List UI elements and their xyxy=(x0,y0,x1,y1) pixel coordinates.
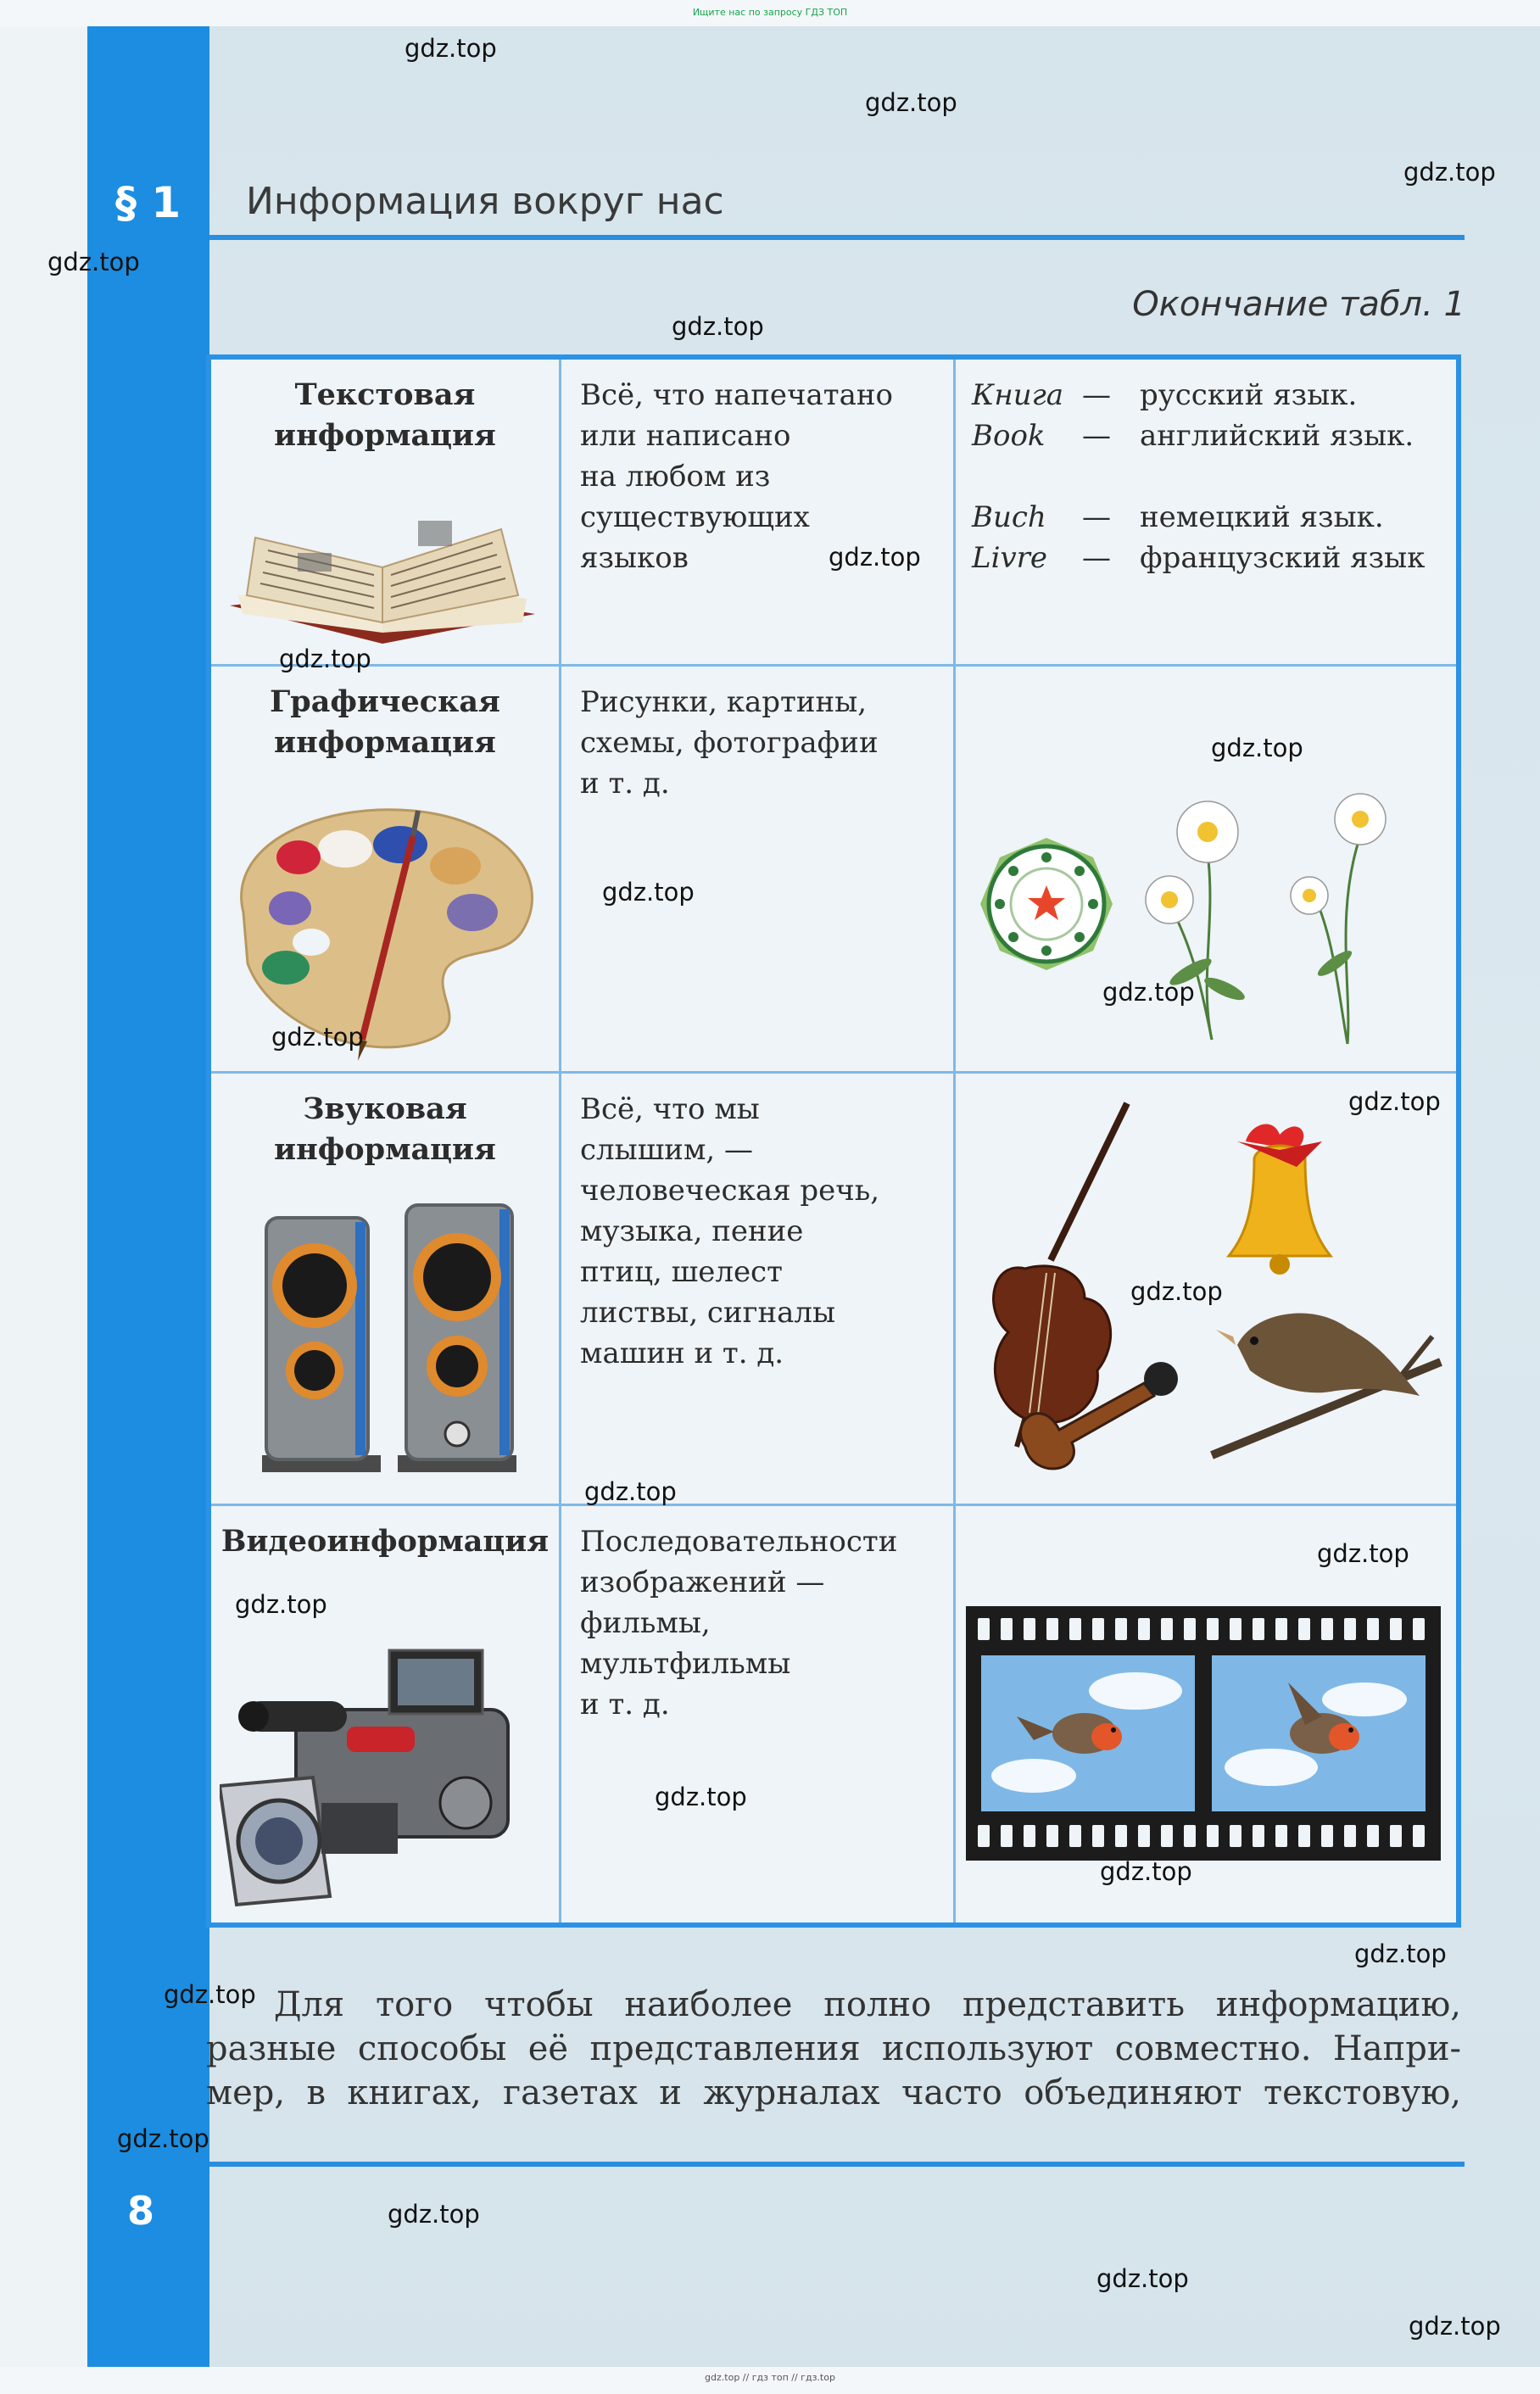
table-row-text xyxy=(211,360,1456,667)
film-sprocket-hole xyxy=(1069,1618,1081,1640)
row-name: Графическая информация xyxy=(270,684,500,760)
body-line: Для того чтобы наиболее полно представить информацию, xyxy=(274,1985,1461,2024)
film-sprocket-hole xyxy=(1413,1825,1425,1847)
top-note: Ищите нас по запросу ГДЗ ТОП xyxy=(692,7,848,18)
left-blue-strip xyxy=(87,26,209,2367)
table-row-sound xyxy=(211,1074,1456,1506)
film-sprocket-hole xyxy=(1046,1825,1058,1847)
row-name: Звуковая информация xyxy=(274,1091,496,1167)
film-sprocket-hole xyxy=(1001,1618,1013,1640)
bottom-note: gdz.top // гдз топ // гдз.top xyxy=(705,2372,835,2383)
watermark: gdz.top xyxy=(1403,158,1496,187)
row-description: Всё, что мы слышим, — человеческая речь, музыка, пение птиц, шелест листвы, сигналы машин и т. д. xyxy=(580,1092,880,1370)
film-sprocket-hole xyxy=(1024,1825,1035,1847)
watermark: gdz.top xyxy=(1100,1857,1192,1886)
row-name: Текстовая информация xyxy=(274,377,496,453)
info-types-table xyxy=(206,354,1461,1928)
film-sprocket-hole xyxy=(1184,1825,1196,1847)
film-sprocket-hole xyxy=(1115,1825,1127,1847)
film-sprocket-hole xyxy=(1298,1618,1310,1640)
watermark: gdz.top xyxy=(1102,978,1195,1007)
row-description: Последовательности изображений — фильмы, мультфильмы и т. д. xyxy=(580,1525,898,1722)
body-text xyxy=(206,1983,1461,2115)
watermark: gdz.top xyxy=(655,1783,747,1811)
row-description: Рисунки, картины, схемы, фотографии и т. д. xyxy=(580,685,879,801)
film-sprocket-hole xyxy=(1321,1618,1333,1640)
row-description: Всё, что напечатано или написано на любом из существующих языков xyxy=(580,378,894,575)
language-examples xyxy=(972,375,1447,619)
film-sprocket-hole xyxy=(1230,1618,1241,1640)
film-sprocket-hole xyxy=(1275,1618,1287,1640)
film-sprocket-hole xyxy=(1024,1618,1035,1640)
watermark: gdz.top xyxy=(405,34,497,63)
watermark: gdz.top xyxy=(1211,734,1303,762)
film-sprocket-hole xyxy=(978,1618,990,1640)
film-sprocket-hole xyxy=(1207,1825,1219,1847)
camera-illustration xyxy=(220,1633,559,1913)
film-sprocket-hole xyxy=(1230,1825,1241,1847)
table-caption: Окончание табл. 1 xyxy=(1132,285,1465,324)
watermark: gdz.top xyxy=(279,645,371,673)
table-row-graphic xyxy=(211,667,1456,1074)
film-sprocket-hole xyxy=(1390,1825,1402,1847)
film-sprocket-hole xyxy=(1253,1825,1264,1847)
watermark: gdz.top xyxy=(1348,1087,1441,1116)
watermark: gdz.top xyxy=(271,1023,364,1052)
film-sprocket-hole xyxy=(1344,1825,1356,1847)
footer-divider xyxy=(209,2162,1465,2167)
body-line: разные способы её представления используют совместно. Напри- xyxy=(206,2029,1461,2068)
watermark: gdz.top xyxy=(1354,1939,1447,1968)
film-sprocket-hole xyxy=(1184,1618,1196,1640)
film-sprocket-hole xyxy=(1367,1618,1379,1640)
film-sprocket-hole xyxy=(1001,1825,1013,1847)
film-sprocket-hole xyxy=(1092,1618,1104,1640)
film-sprocket-hole xyxy=(1413,1618,1425,1640)
watermark: gdz.top xyxy=(829,543,921,572)
watermark: gdz.top xyxy=(388,2200,480,2229)
film-sprocket-hole xyxy=(1138,1618,1150,1640)
watermark: gdz.top xyxy=(235,1590,327,1619)
body-line: мер, в книгах, газетах и журналах часто объединяют текстовую, xyxy=(206,2073,1461,2112)
table-row-video xyxy=(211,1506,1456,1922)
section-number: § 1 xyxy=(115,178,181,227)
row-name: Видеоинформация xyxy=(220,1524,550,1559)
film-sprocket-hole xyxy=(1138,1825,1150,1847)
watermark: gdz.top xyxy=(1317,1539,1409,1568)
film-sprocket-hole xyxy=(1046,1618,1058,1640)
film-sprocket-hole xyxy=(1321,1825,1333,1847)
film-sprocket-hole xyxy=(1344,1618,1356,1640)
watermark: gdz.top xyxy=(47,248,140,276)
watermark: gdz.top xyxy=(584,1477,677,1506)
film-sprocket-hole xyxy=(1161,1618,1173,1640)
example-row: Книга — русский язык. xyxy=(972,378,1358,412)
watermark: gdz.top xyxy=(865,88,957,117)
film-sprocket-hole xyxy=(1207,1618,1219,1640)
watermark: gdz.top xyxy=(602,878,695,907)
example-row: Book — английский язык. xyxy=(972,419,1414,453)
palette-illustration xyxy=(218,785,557,1065)
page-number: 8 xyxy=(127,2188,155,2234)
filmstrip-illustration xyxy=(966,1606,1441,1861)
film-sprocket-hole xyxy=(1069,1825,1081,1847)
film-sprocket-hole xyxy=(1092,1825,1104,1847)
watermark: gdz.top xyxy=(1409,2312,1501,2341)
film-sprocket-hole xyxy=(1275,1825,1287,1847)
watermark: gdz.top xyxy=(672,312,764,341)
watermark: gdz.top xyxy=(117,2124,209,2153)
page-title: Информация вокруг нас xyxy=(246,180,724,223)
flowers-illustration xyxy=(962,777,1445,1048)
film-sprocket-hole xyxy=(978,1825,990,1847)
watermark: gdz.top xyxy=(1096,2264,1189,2293)
example-row: Livre — французский язык xyxy=(972,541,1426,575)
speakers-illustration xyxy=(254,1201,525,1481)
book-illustration xyxy=(221,487,552,656)
film-sprocket-hole xyxy=(1367,1825,1379,1847)
film-sprocket-hole xyxy=(1298,1825,1310,1847)
watermark: gdz.top xyxy=(164,1980,256,2009)
film-sprocket-hole xyxy=(1115,1618,1127,1640)
film-sprocket-hole xyxy=(1390,1618,1402,1640)
example-row: Buch — немецкий язык. xyxy=(972,500,1384,534)
film-sprocket-hole xyxy=(1161,1825,1173,1847)
header-divider xyxy=(209,235,1465,240)
page-margin xyxy=(0,0,87,2394)
film-sprocket-hole xyxy=(1253,1618,1264,1640)
watermark: gdz.top xyxy=(1130,1277,1223,1306)
